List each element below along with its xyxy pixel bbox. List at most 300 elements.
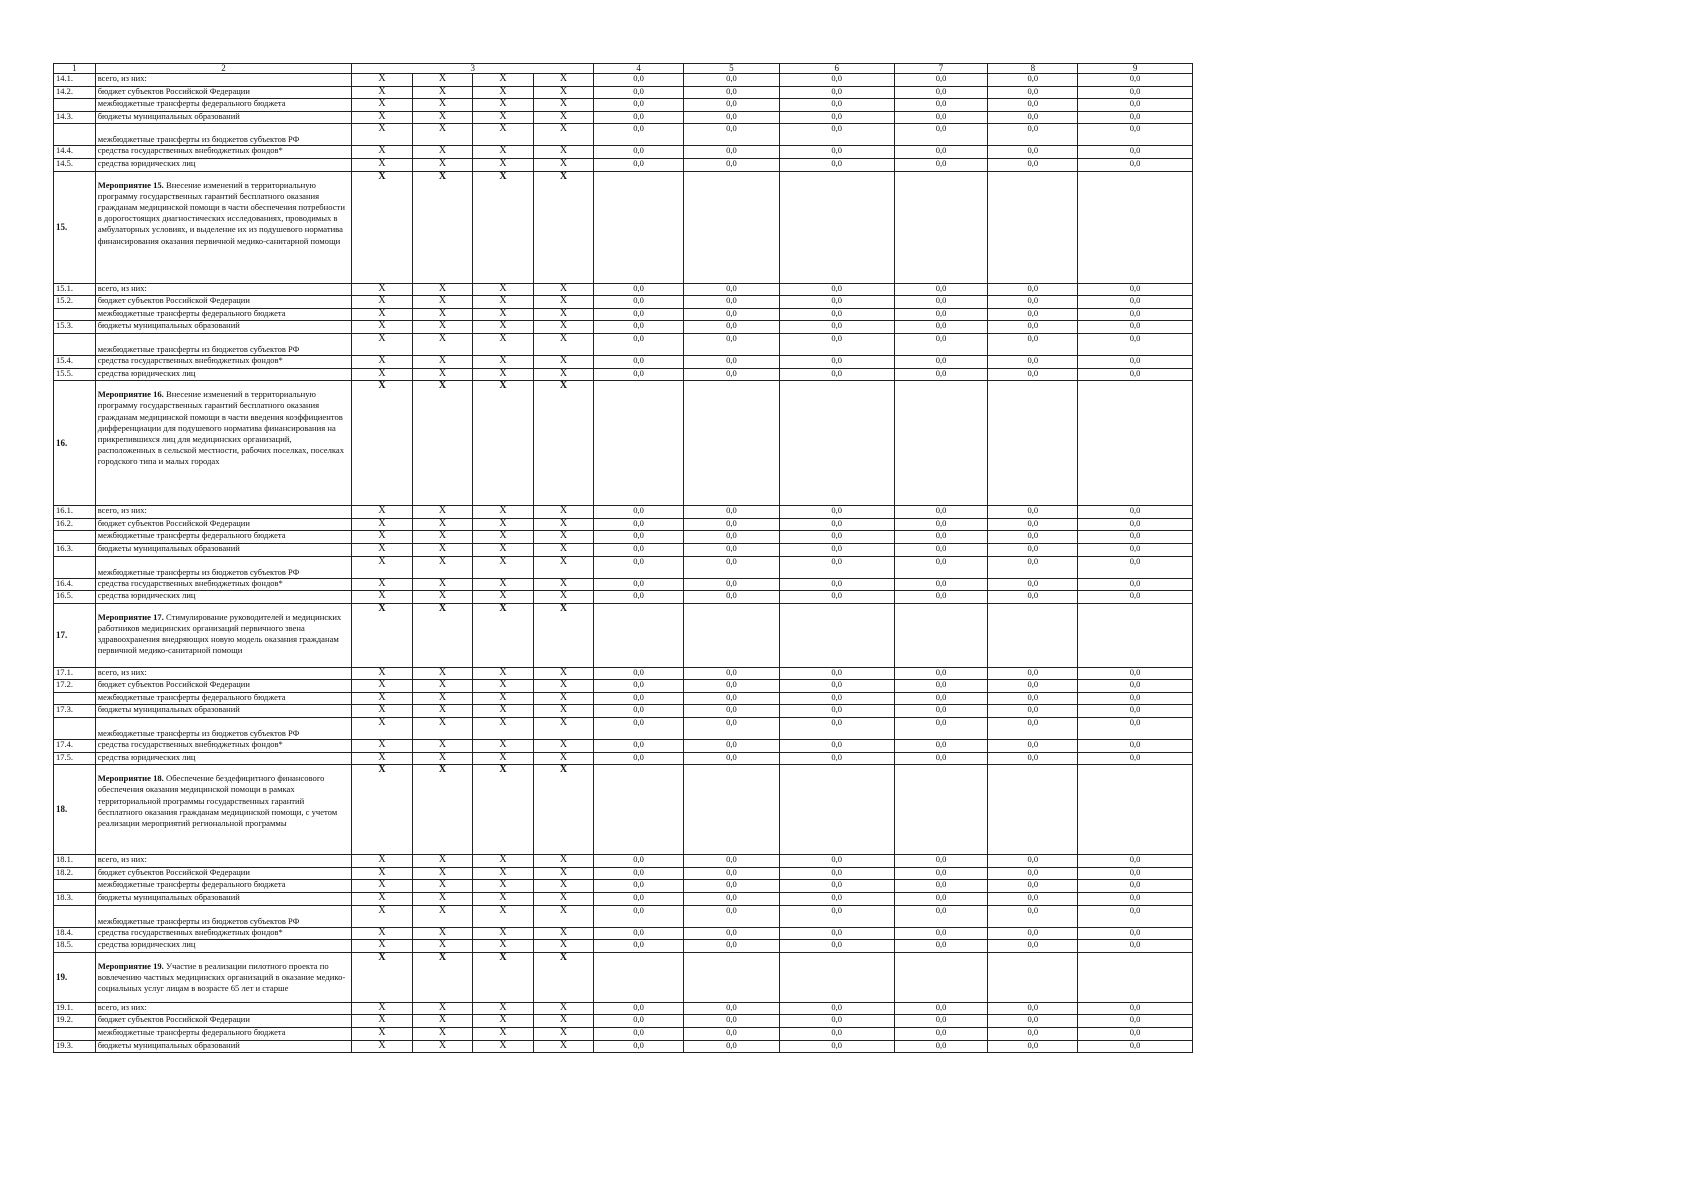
row-number: 14.2. — [54, 86, 96, 99]
value-cell: 0,0 — [988, 705, 1078, 718]
row-label: межбюджетные трансферты федерального бюджета — [95, 880, 352, 893]
row-label: средства юридических лиц — [95, 591, 352, 604]
row-number: 18.2. — [54, 867, 96, 880]
value-cell: 0,0 — [594, 111, 684, 124]
value-cell: 0,0 — [1078, 855, 1193, 868]
event-description — [95, 381, 352, 506]
x-mark: X — [533, 952, 593, 1002]
x-mark: X — [533, 867, 593, 880]
event-title: Мероприятие 16. — [97, 389, 164, 400]
x-mark: X — [412, 308, 472, 321]
x-mark: X — [533, 603, 593, 667]
value-cell: 0,0 — [988, 740, 1078, 753]
x-mark: X — [412, 893, 472, 906]
row-label: всего, из них: — [95, 74, 352, 87]
table-row — [54, 86, 1193, 99]
value-cell: 0,0 — [988, 556, 1078, 578]
x-mark: X — [473, 692, 533, 705]
x-mark: X — [533, 880, 593, 893]
empty-cell — [594, 171, 684, 283]
value-cell: 0,0 — [894, 893, 988, 906]
value-cell: 0,0 — [779, 531, 894, 544]
table-row — [54, 556, 1193, 578]
value-cell: 0,0 — [683, 880, 779, 893]
empty-cell — [1078, 171, 1193, 283]
empty-cell — [894, 603, 988, 667]
value-cell: 0,0 — [594, 99, 684, 112]
x-mark: X — [473, 86, 533, 99]
x-mark: X — [473, 146, 533, 159]
x-mark: X — [412, 158, 472, 171]
x-mark: X — [412, 578, 472, 591]
value-cell: 0,0 — [1078, 86, 1193, 99]
x-mark: X — [473, 952, 533, 1002]
x-mark: X — [473, 333, 533, 355]
value-cell: 0,0 — [594, 296, 684, 309]
x-mark: X — [533, 321, 593, 334]
value-cell: 0,0 — [683, 1040, 779, 1053]
table-row — [54, 518, 1193, 531]
empty-cell — [683, 603, 779, 667]
row-label: средства государственных внебюджетных фондов* — [95, 578, 352, 591]
x-mark: X — [352, 855, 412, 868]
x-mark: X — [473, 368, 533, 381]
value-cell: 0,0 — [1078, 543, 1193, 556]
row-label: межбюджетные трансферты из бюджетов субъектов РФ — [95, 333, 352, 355]
x-mark: X — [473, 667, 533, 680]
value-cell: 0,0 — [779, 124, 894, 146]
value-cell: 0,0 — [988, 333, 1078, 355]
x-mark: X — [533, 158, 593, 171]
x-mark: X — [412, 905, 472, 927]
x-mark: X — [352, 146, 412, 159]
value-cell: 0,0 — [1078, 893, 1193, 906]
value-cell: 0,0 — [683, 355, 779, 368]
x-mark: X — [473, 893, 533, 906]
value-cell: 0,0 — [683, 867, 779, 880]
value-cell: 0,0 — [894, 880, 988, 893]
x-mark: X — [352, 927, 412, 940]
x-mark: X — [533, 355, 593, 368]
x-mark: X — [473, 518, 533, 531]
value-cell: 0,0 — [988, 296, 1078, 309]
event-title: Мероприятие 19. — [97, 960, 164, 971]
value-cell: 0,0 — [594, 506, 684, 519]
value-cell: 0,0 — [1078, 506, 1193, 519]
x-mark: X — [352, 506, 412, 519]
row-label: межбюджетные трансферты федерального бюджета — [95, 692, 352, 705]
x-mark: X — [533, 705, 593, 718]
row-number: 14.5. — [54, 158, 96, 171]
table-row — [54, 680, 1193, 693]
row-number: 14.3. — [54, 111, 96, 124]
event-text: Внесение изменений в территориальную программу государственных гарантий бесплатного оказания гражданам медицинской помощи в части введения коэффициентов дифференциации для подушевого норматива финансирования на прикрепившихся лиц для медицинских организаций, расположенных в сельской местности, рабочих поселках, поселках городского типа и малых городах — [97, 389, 345, 467]
x-mark: X — [412, 940, 472, 953]
x-mark: X — [352, 74, 412, 87]
x-mark: X — [533, 86, 593, 99]
row-label: межбюджетные трансферты федерального бюджета — [95, 99, 352, 112]
x-mark: X — [352, 603, 412, 667]
value-cell: 0,0 — [594, 893, 684, 906]
value-cell: 0,0 — [988, 893, 1078, 906]
x-mark: X — [412, 680, 472, 693]
value-cell: 0,0 — [1078, 867, 1193, 880]
table-row — [54, 506, 1193, 519]
value-cell: 0,0 — [988, 99, 1078, 112]
value-cell: 0,0 — [683, 124, 779, 146]
x-mark: X — [412, 518, 472, 531]
table-row — [54, 333, 1193, 355]
value-cell: 0,0 — [1078, 718, 1193, 740]
value-cell: 0,0 — [988, 506, 1078, 519]
header-cell-6: 6 — [779, 64, 894, 74]
row-number: 15.3. — [54, 321, 96, 334]
x-mark: X — [352, 752, 412, 765]
table-row — [54, 1040, 1193, 1053]
row-label: межбюджетные трансферты из бюджетов субъектов РФ — [95, 124, 352, 146]
x-mark: X — [412, 667, 472, 680]
empty-cell — [683, 381, 779, 506]
value-cell: 0,0 — [683, 591, 779, 604]
table-row — [54, 1028, 1193, 1041]
event-number: 19. — [54, 952, 96, 1002]
table-row — [54, 531, 1193, 544]
x-mark: X — [473, 296, 533, 309]
event-description — [95, 171, 352, 283]
row-number: 17.5. — [54, 752, 96, 765]
value-cell: 0,0 — [683, 718, 779, 740]
value-cell: 0,0 — [683, 927, 779, 940]
value-cell: 0,0 — [779, 333, 894, 355]
x-mark: X — [412, 591, 472, 604]
value-cell: 0,0 — [988, 1015, 1078, 1028]
row-label: бюджеты муниципальных образований — [95, 1040, 352, 1053]
value-cell: 0,0 — [988, 718, 1078, 740]
value-cell: 0,0 — [894, 308, 988, 321]
x-mark: X — [473, 752, 533, 765]
x-mark: X — [412, 740, 472, 753]
x-mark: X — [352, 158, 412, 171]
value-cell: 0,0 — [594, 740, 684, 753]
value-cell: 0,0 — [779, 543, 894, 556]
x-mark: X — [533, 1015, 593, 1028]
empty-cell — [1078, 381, 1193, 506]
row-number — [54, 692, 96, 705]
value-cell: 0,0 — [894, 158, 988, 171]
x-mark: X — [533, 146, 593, 159]
value-cell: 0,0 — [988, 321, 1078, 334]
x-mark: X — [412, 296, 472, 309]
x-mark: X — [533, 855, 593, 868]
x-mark: X — [352, 124, 412, 146]
value-cell: 0,0 — [988, 543, 1078, 556]
value-cell: 0,0 — [894, 1015, 988, 1028]
value-cell: 0,0 — [1078, 740, 1193, 753]
value-cell: 0,0 — [779, 86, 894, 99]
value-cell: 0,0 — [894, 867, 988, 880]
table-row — [54, 667, 1193, 680]
row-label: средства государственных внебюджетных фондов* — [95, 740, 352, 753]
x-mark: X — [412, 952, 472, 1002]
value-cell: 0,0 — [1078, 940, 1193, 953]
x-mark: X — [352, 1040, 412, 1053]
value-cell: 0,0 — [594, 74, 684, 87]
x-mark: X — [533, 680, 593, 693]
event-title: Мероприятие 15. — [97, 179, 164, 190]
x-mark: X — [473, 1040, 533, 1053]
x-mark: X — [533, 591, 593, 604]
empty-cell — [594, 381, 684, 506]
value-cell: 0,0 — [894, 99, 988, 112]
row-number — [54, 880, 96, 893]
value-cell: 0,0 — [1078, 368, 1193, 381]
x-mark: X — [473, 381, 533, 506]
value-cell: 0,0 — [988, 591, 1078, 604]
value-cell: 0,0 — [779, 740, 894, 753]
x-mark: X — [412, 86, 472, 99]
x-mark: X — [473, 905, 533, 927]
row-number: 14.4. — [54, 146, 96, 159]
row-number: 18.5. — [54, 940, 96, 953]
empty-cell — [1078, 765, 1193, 855]
x-mark: X — [352, 321, 412, 334]
value-cell: 0,0 — [683, 368, 779, 381]
table-row — [54, 74, 1193, 87]
table-row — [54, 705, 1193, 718]
table-row — [54, 355, 1193, 368]
x-mark: X — [352, 296, 412, 309]
x-mark: X — [412, 355, 472, 368]
value-cell: 0,0 — [683, 667, 779, 680]
value-cell: 0,0 — [988, 940, 1078, 953]
x-mark: X — [473, 591, 533, 604]
x-mark: X — [412, 99, 472, 112]
value-cell: 0,0 — [894, 667, 988, 680]
x-mark: X — [412, 283, 472, 296]
value-cell: 0,0 — [594, 855, 684, 868]
row-number: 18.3. — [54, 893, 96, 906]
empty-cell — [894, 381, 988, 506]
x-mark: X — [473, 940, 533, 953]
table-row — [54, 146, 1193, 159]
x-mark: X — [533, 543, 593, 556]
value-cell: 0,0 — [683, 74, 779, 87]
row-label: средства государственных внебюджетных фондов* — [95, 355, 352, 368]
value-cell: 0,0 — [894, 124, 988, 146]
value-cell: 0,0 — [1078, 880, 1193, 893]
value-cell: 0,0 — [988, 355, 1078, 368]
x-mark: X — [533, 765, 593, 855]
value-cell: 0,0 — [1078, 531, 1193, 544]
value-cell: 0,0 — [779, 556, 894, 578]
x-mark: X — [533, 578, 593, 591]
value-cell: 0,0 — [1078, 111, 1193, 124]
value-cell: 0,0 — [594, 1028, 684, 1041]
value-cell: 0,0 — [1078, 752, 1193, 765]
value-cell: 0,0 — [594, 1015, 684, 1028]
row-number: 17.2. — [54, 680, 96, 693]
value-cell: 0,0 — [594, 905, 684, 927]
event-row — [54, 171, 1193, 283]
value-cell: 0,0 — [594, 578, 684, 591]
x-mark: X — [412, 752, 472, 765]
row-number: 16.3. — [54, 543, 96, 556]
value-cell: 0,0 — [1078, 927, 1193, 940]
row-label: всего, из них: — [95, 283, 352, 296]
row-number: 14.1. — [54, 74, 96, 87]
value-cell: 0,0 — [594, 146, 684, 159]
table-row — [54, 578, 1193, 591]
x-mark: X — [352, 667, 412, 680]
empty-cell — [988, 603, 1078, 667]
x-mark: X — [473, 158, 533, 171]
x-mark: X — [352, 905, 412, 927]
empty-cell — [683, 765, 779, 855]
x-mark: X — [533, 531, 593, 544]
value-cell: 0,0 — [1078, 296, 1193, 309]
value-cell: 0,0 — [594, 321, 684, 334]
x-mark: X — [412, 381, 472, 506]
table-row — [54, 718, 1193, 740]
x-mark: X — [412, 556, 472, 578]
row-label: средства юридических лиц — [95, 752, 352, 765]
empty-cell — [779, 603, 894, 667]
empty-cell — [594, 952, 684, 1002]
value-cell: 0,0 — [894, 506, 988, 519]
value-cell: 0,0 — [988, 578, 1078, 591]
x-mark: X — [412, 1015, 472, 1028]
value-cell: 0,0 — [988, 368, 1078, 381]
row-number — [54, 531, 96, 544]
value-cell: 0,0 — [1078, 1015, 1193, 1028]
table-row — [54, 296, 1193, 309]
x-mark: X — [473, 283, 533, 296]
value-cell: 0,0 — [988, 1040, 1078, 1053]
row-number: 15.4. — [54, 355, 96, 368]
value-cell: 0,0 — [594, 355, 684, 368]
x-mark: X — [412, 74, 472, 87]
x-mark: X — [352, 518, 412, 531]
row-label: межбюджетные трансферты федерального бюджета — [95, 1028, 352, 1041]
value-cell: 0,0 — [779, 867, 894, 880]
value-cell: 0,0 — [683, 506, 779, 519]
event-row — [54, 765, 1193, 855]
x-mark: X — [473, 867, 533, 880]
row-label: межбюджетные трансферты из бюджетов субъектов РФ — [95, 556, 352, 578]
row-number: 19.2. — [54, 1015, 96, 1028]
value-cell: 0,0 — [894, 905, 988, 927]
table-row — [54, 321, 1193, 334]
value-cell: 0,0 — [894, 333, 988, 355]
x-mark: X — [412, 603, 472, 667]
value-cell: 0,0 — [988, 927, 1078, 940]
table-row — [54, 740, 1193, 753]
row-label: бюджет субъектов Российской Федерации — [95, 1015, 352, 1028]
value-cell: 0,0 — [779, 111, 894, 124]
value-cell: 0,0 — [1078, 680, 1193, 693]
header-cell-2: 2 — [95, 64, 352, 74]
x-mark: X — [473, 1002, 533, 1015]
value-cell: 0,0 — [894, 111, 988, 124]
empty-cell — [988, 765, 1078, 855]
value-cell: 0,0 — [988, 880, 1078, 893]
value-cell: 0,0 — [683, 111, 779, 124]
x-mark: X — [533, 1002, 593, 1015]
table-row — [54, 940, 1193, 953]
value-cell: 0,0 — [779, 893, 894, 906]
value-cell: 0,0 — [1078, 905, 1193, 927]
value-cell: 0,0 — [988, 1028, 1078, 1041]
value-cell: 0,0 — [779, 158, 894, 171]
row-label: средства юридических лиц — [95, 940, 352, 953]
x-mark: X — [473, 705, 533, 718]
value-cell: 0,0 — [1078, 1028, 1193, 1041]
value-cell: 0,0 — [988, 74, 1078, 87]
x-mark: X — [352, 765, 412, 855]
x-mark: X — [473, 927, 533, 940]
value-cell: 0,0 — [683, 531, 779, 544]
value-cell: 0,0 — [683, 321, 779, 334]
event-description — [95, 952, 352, 1002]
value-cell: 0,0 — [988, 308, 1078, 321]
event-row — [54, 603, 1193, 667]
value-cell: 0,0 — [1078, 333, 1193, 355]
row-number — [54, 1028, 96, 1041]
row-number: 18.1. — [54, 855, 96, 868]
value-cell: 0,0 — [594, 368, 684, 381]
x-mark: X — [473, 171, 533, 283]
budget-table — [53, 63, 1193, 1053]
value-cell: 0,0 — [988, 86, 1078, 99]
value-cell: 0,0 — [683, 680, 779, 693]
empty-cell — [594, 765, 684, 855]
x-mark: X — [533, 74, 593, 87]
value-cell: 0,0 — [683, 1002, 779, 1015]
value-cell: 0,0 — [779, 283, 894, 296]
x-mark: X — [473, 74, 533, 87]
x-mark: X — [352, 1015, 412, 1028]
value-cell: 0,0 — [1078, 99, 1193, 112]
value-cell: 0,0 — [594, 86, 684, 99]
row-number — [54, 718, 96, 740]
x-mark: X — [352, 171, 412, 283]
value-cell: 0,0 — [1078, 308, 1193, 321]
x-mark: X — [412, 531, 472, 544]
x-mark: X — [473, 355, 533, 368]
value-cell: 0,0 — [779, 146, 894, 159]
x-mark: X — [412, 718, 472, 740]
table-row — [54, 283, 1193, 296]
empty-cell — [1078, 952, 1193, 1002]
empty-cell — [988, 171, 1078, 283]
empty-cell — [894, 765, 988, 855]
value-cell: 0,0 — [683, 578, 779, 591]
x-mark: X — [533, 171, 593, 283]
x-mark: X — [473, 855, 533, 868]
x-mark: X — [473, 543, 533, 556]
table-row — [54, 905, 1193, 927]
empty-cell — [594, 603, 684, 667]
x-mark: X — [412, 1002, 472, 1015]
table-row — [54, 1002, 1193, 1015]
value-cell: 0,0 — [1078, 124, 1193, 146]
row-number — [54, 333, 96, 355]
value-cell: 0,0 — [1078, 705, 1193, 718]
value-cell: 0,0 — [779, 1028, 894, 1041]
value-cell: 0,0 — [683, 692, 779, 705]
value-cell: 0,0 — [779, 578, 894, 591]
empty-cell — [683, 952, 779, 1002]
